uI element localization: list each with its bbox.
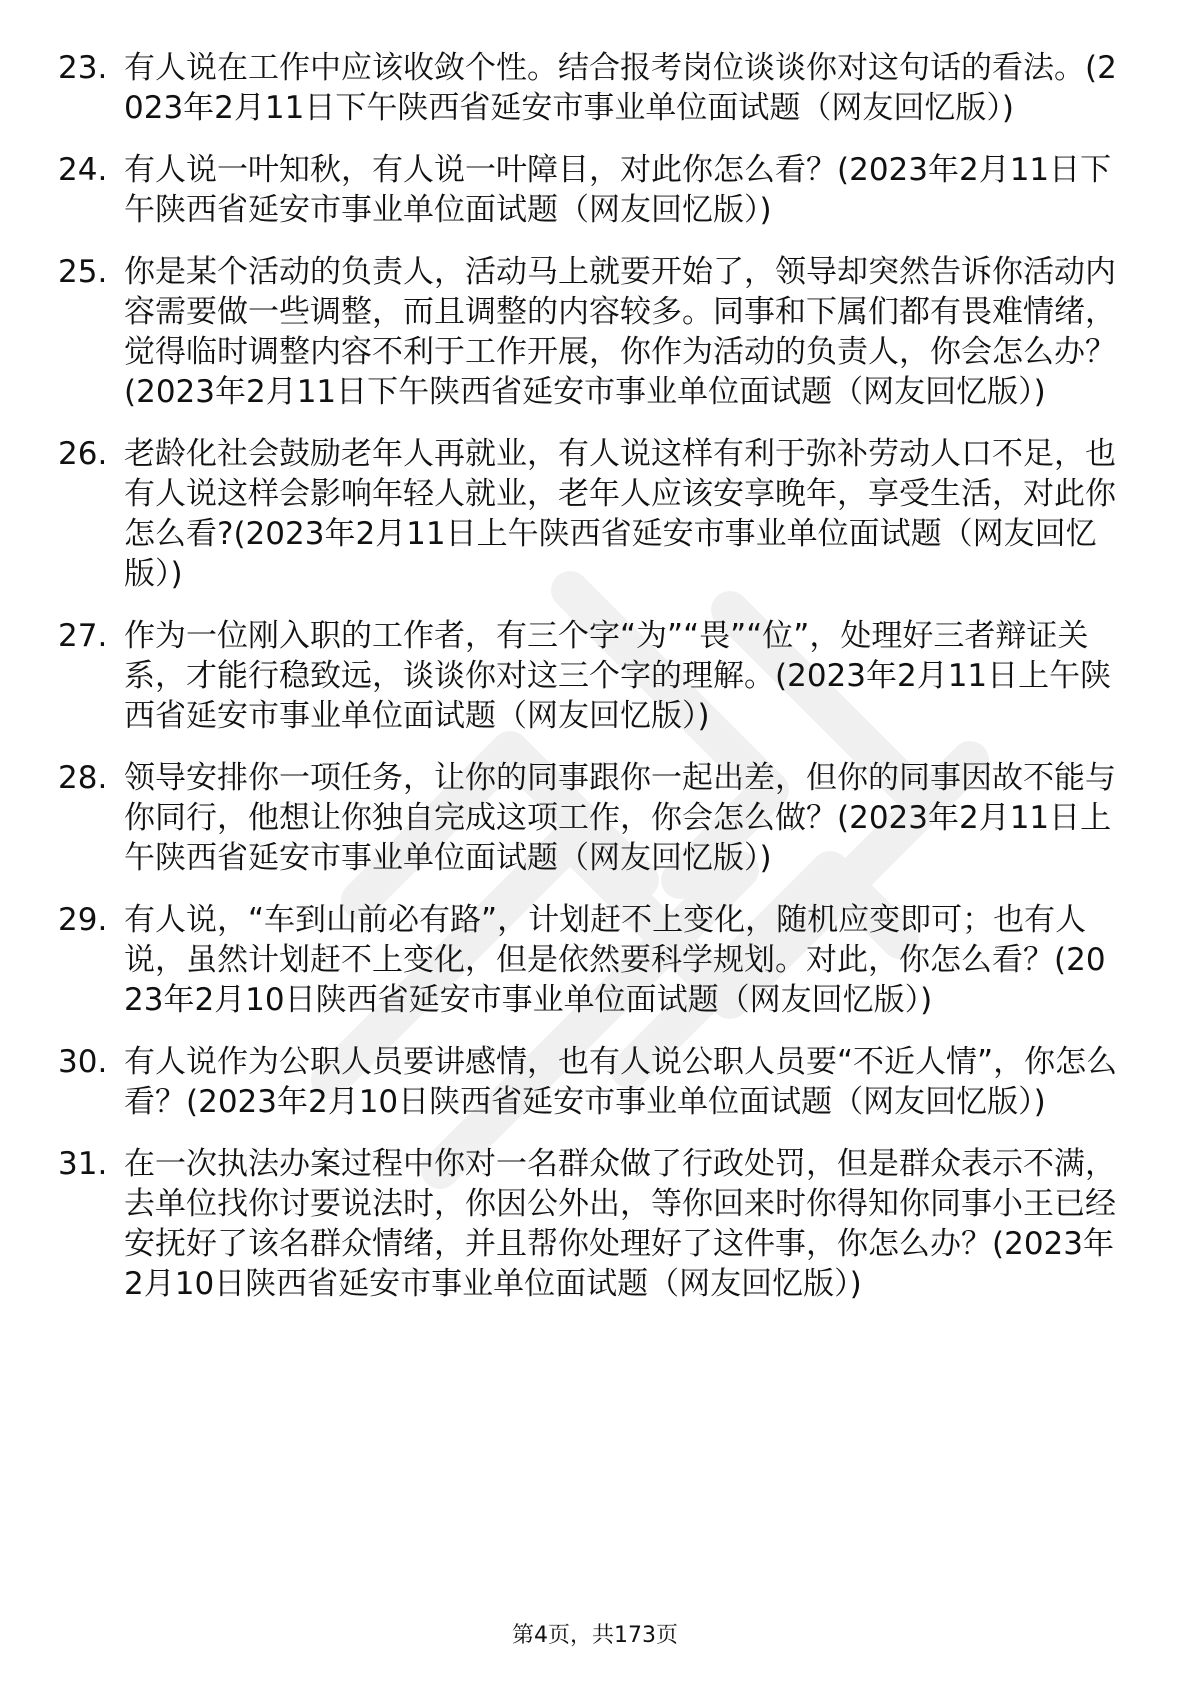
question-number: 29. [58, 902, 108, 938]
question-number: 28. [58, 760, 108, 796]
question-list [58, 48, 1118, 1326]
question-number: 27. [58, 618, 108, 654]
question-item-24 [58, 150, 1118, 230]
question-item-25 [58, 252, 1118, 412]
question-text: 在一次执法办案过程中你对一名群众做了行政处罚，但是群众表示不满，去单位找你讨要说法时，你因公外出，等你回来时你得知你同事小王已经安抚好了该名群众情绪，并且帮你处理好了这件事，你怎么办？(2023年2月10日陕西省延安市事业单位面试题（网友回忆版）) [124, 1146, 1116, 1302]
question-text: 有人说在工作中应该收敛个性。结合报考岗位谈谈你对这句话的看法。(2023年2月11日下午陕西省延安市事业单位面试题（网友回忆版）) [124, 50, 1117, 126]
question-text: 老龄化社会鼓励老年人再就业，有人说这样有利于弥补劳动人口不足，也有人说这样会影响年轻人就业，老年人应该安享晚年，享受生活，对此你怎么看?(2023年2月11日上午陕西省延安市事业单位面试题（网友回忆版）) [124, 436, 1116, 592]
question-number: 26. [58, 436, 108, 472]
question-item-29 [58, 900, 1118, 1020]
question-number: 24. [58, 152, 108, 188]
question-item-27 [58, 616, 1118, 736]
page-footer: 第4页，共173页 [512, 1623, 678, 1648]
question-text: 你是某个活动的负责人，活动马上就要开始了，领导却突然告诉你活动内容需要做一些调整，而且调整的内容较多。同事和下属们都有畏难情绪，觉得临时调整内容不利于工作开展，你作为活动的负责人，你会怎么办？(2023年2月11日下午陕西省延安市事业单位面试题（网友回忆版）) [124, 254, 1116, 410]
question-item-30 [58, 1042, 1118, 1122]
question-text: 有人说一叶知秋，有人说一叶障目，对此你怎么看？(2023年2月11日下午陕西省延安市事业单位面试题（网友回忆版）) [124, 152, 1112, 228]
question-text: 有人说，“车到山前必有路”，计划赶不上变化，随机应变即可；也有人说，虽然计划赶不上变化，但是依然要科学规划。对此，你怎么看？(2023年2月10日陕西省延安市事业单位面试题（网友回忆版）) [124, 902, 1106, 1018]
question-item-23 [58, 48, 1118, 128]
question-number: 25. [58, 254, 108, 290]
question-text: 有人说作为公职人员要讲感情，也有人说公职人员要“不近人情”，你怎么看？(2023年2月10日陕西省延安市事业单位面试题（网友回忆版）) [124, 1044, 1118, 1120]
question-item-31 [58, 1144, 1118, 1304]
question-text: 领导安排你一项任务，让你的同事跟你一起出差，但你的同事因故不能与你同行，他想让你独自完成这项工作，你会怎么做？(2023年2月11日上午陕西省延安市事业单位面试题（网友回忆版）) [124, 760, 1116, 876]
question-number: 30. [58, 1044, 108, 1080]
question-item-28 [58, 758, 1118, 878]
question-text: 作为一位刚入职的工作者，有三个字“为”“畏”“位”，处理好三者辩证关系，才能行稳致远，谈谈你对这三个字的理解。(2023年2月11日上午陕西省延安市事业单位面试题（网友回忆版）) [124, 618, 1112, 734]
question-number: 31. [58, 1146, 108, 1182]
question-item-26 [58, 434, 1118, 594]
question-number: 23. [58, 50, 108, 86]
